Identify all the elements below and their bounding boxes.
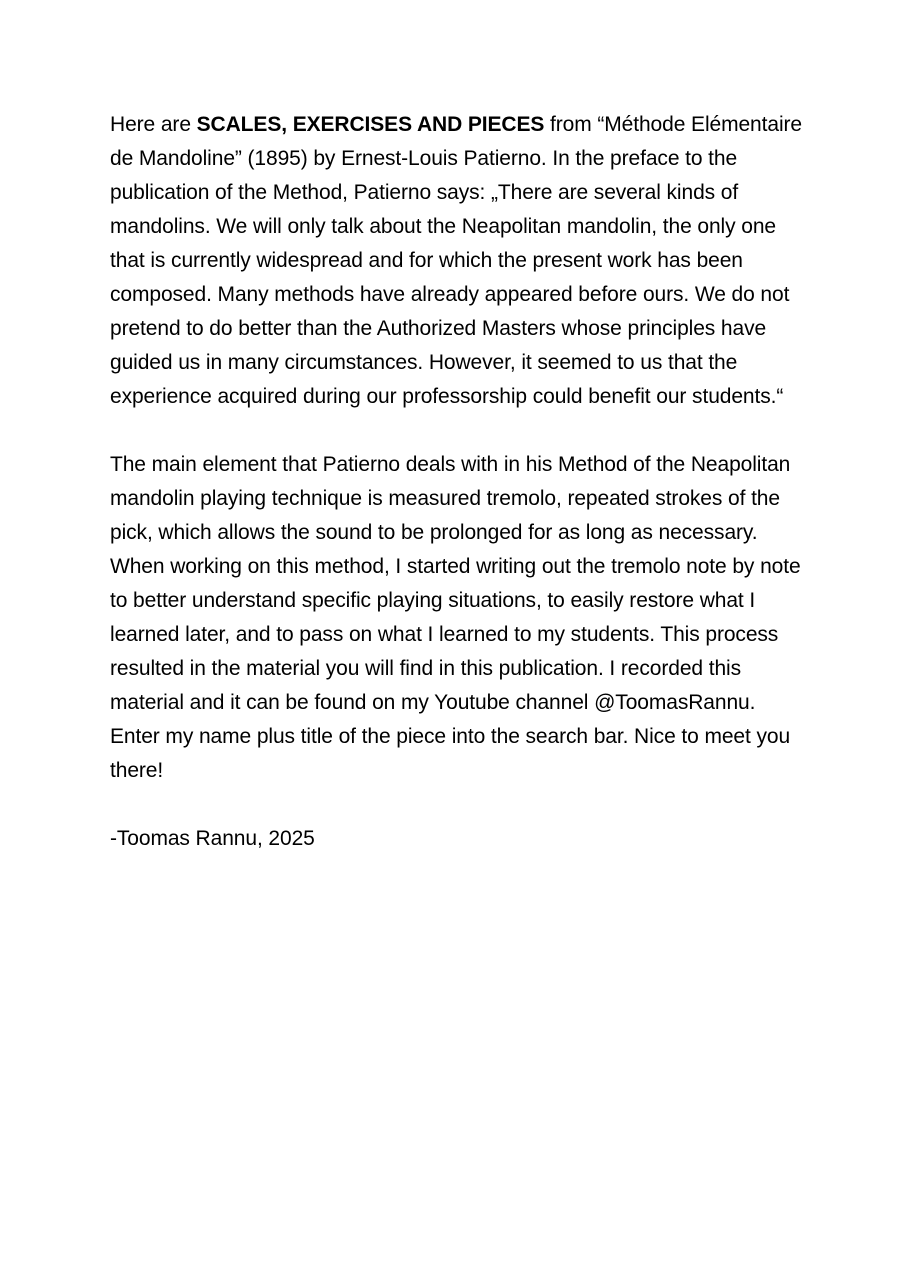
bold-title: SCALES, EXERCISES AND PIECES — [196, 113, 545, 136]
intro-rest-text: from “Méthode Elémentaire de Mandoline” (1895) by Ernest-Louis Patierno. In the preface to the publication of the Method, Patierno says: „There are several kinds of mandolins. We will only talk about the Neapolitan mandolin, the only one that is currently widespread and for which the present work has been composed. Many methods have already appeared before ours. We do not pretend to do better than the Authorized Masters whose principles have guided us in many circumstances. However, it seemed to us that the experience acquired during our professorship could benefit our students.“ — [110, 113, 802, 408]
document-body — [110, 108, 810, 856]
paragraph-method: The main element that Patierno deals with in his Method of the Neapolitan mandolin playing technique is measured tremolo, repeated strokes of the pick, which allows the sound to be prolonged for as long as necessary. When working on this method, I started writing out the tremolo note by note to better understand specific playing situations, to easily restore what I learned later, and to pass on what I learned to my students. This process resulted in the material you will find in this publication. I recorded this material and it can be found on my Youtube channel @ToomasRannu. Enter my name plus title of the piece into the search bar. Nice to meet you there! — [110, 453, 801, 782]
paragraph-intro — [110, 108, 810, 414]
intro-text: Here are — [110, 113, 197, 136]
signature: -Toomas Rannu, 2025 — [110, 827, 315, 850]
